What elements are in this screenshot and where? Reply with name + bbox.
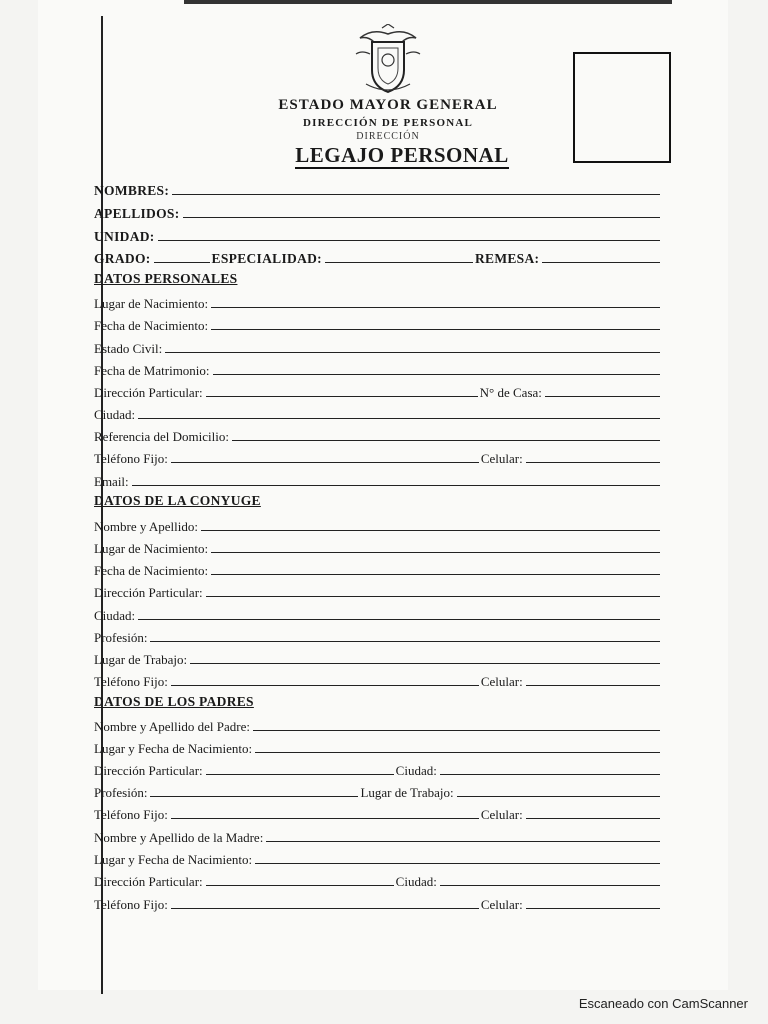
madre-direccion-line[interactable] (206, 885, 394, 886)
conyuge-profesion-line[interactable] (150, 641, 660, 642)
field-nombre-padre: Nombre y Apellido del Padre: (94, 715, 660, 735)
field-madre-direccion: Dirección Particular: Ciudad: (94, 870, 660, 890)
field-padre-profesion: Profesión: Lugar de Trabajo: (94, 781, 660, 801)
field-padre-direccion: Dirección Particular: Ciudad: (94, 759, 660, 779)
field-madre-telefono: Teléfono Fijo: Celular: (94, 893, 660, 913)
field-lugar-nacimiento: Lugar de Nacimiento: (94, 292, 660, 312)
padre-direccion-line[interactable] (206, 774, 394, 775)
direccion-line[interactable] (206, 396, 478, 397)
fecha-nacimiento-line[interactable] (211, 329, 660, 330)
lugar-nacimiento-line[interactable] (211, 307, 660, 308)
madre-telefono-line[interactable] (171, 908, 479, 909)
field-conyuge-nombre: Nombre y Apellido: (94, 515, 660, 535)
header-line1: ESTADO MAYOR GENERAL (278, 97, 498, 113)
header-line3: DIRECCIÓN (356, 131, 420, 142)
padre-telefono-line[interactable] (171, 818, 479, 819)
n-casa-line[interactable] (545, 396, 660, 397)
field-padre-telefono: Teléfono Fijo: Celular: (94, 803, 660, 823)
celular-line[interactable] (526, 462, 660, 463)
field-direccion: Dirección Particular: N° de Casa: (94, 381, 660, 401)
madre-celular-line[interactable] (526, 908, 660, 909)
scanner-watermark: Escaneado con CamScanner (578, 996, 748, 1011)
unidad-line[interactable] (158, 240, 660, 241)
field-conyuge-telefono: Teléfono Fijo: Celular: (94, 670, 660, 690)
ciudad-line[interactable] (138, 418, 660, 419)
field-madre-lugar-fecha: Lugar y Fecha de Nacimiento: (94, 848, 660, 868)
field-conyuge-ciudad: Ciudad: (94, 604, 660, 624)
padre-ciudad-line[interactable] (440, 774, 660, 775)
especialidad-line[interactable] (325, 262, 473, 263)
field-padre-lugar-fecha: Lugar y Fecha de Nacimiento: (94, 737, 660, 757)
nombres-line[interactable] (172, 194, 660, 195)
email-line[interactable] (132, 485, 660, 486)
field-nombre-madre: Nombre y Apellido de la Madre: (94, 826, 660, 846)
telefono-line[interactable] (171, 462, 479, 463)
estado-civil-line[interactable] (165, 352, 660, 353)
field-conyuge-profesion: Profesión: (94, 626, 660, 646)
field-unidad: UNIDAD: (94, 225, 660, 245)
conyuge-lugar-trabajo-line[interactable] (190, 663, 660, 664)
field-conyuge-direccion: Dirección Particular: (94, 581, 660, 601)
nombre-madre-line[interactable] (266, 841, 660, 842)
conyuge-direccion-line[interactable] (206, 596, 660, 597)
conyuge-celular-line[interactable] (526, 685, 660, 686)
field-grado: GRADO: ESPECIALIDAD: REMESA: (94, 247, 660, 267)
padre-lugar-fecha-line[interactable] (255, 752, 660, 753)
conyuge-ciudad-line[interactable] (138, 619, 660, 620)
padre-celular-line[interactable] (526, 818, 660, 819)
field-conyuge-fecha-nac: Fecha de Nacimiento: (94, 559, 660, 579)
conyuge-telefono-line[interactable] (171, 685, 479, 686)
section-datos-personales: DATOS PERSONALES (94, 271, 238, 286)
madre-lugar-fecha-line[interactable] (255, 863, 660, 864)
field-referencia: Referencia del Domicilio: (94, 425, 660, 445)
grado-line[interactable] (154, 262, 210, 263)
field-ciudad: Ciudad: (94, 403, 660, 423)
nombre-padre-line[interactable] (253, 730, 660, 731)
field-fecha-matrimonio: Fecha de Matrimonio: (94, 359, 660, 379)
field-conyuge-lugar-trabajo: Lugar de Trabajo: (94, 648, 660, 668)
field-telefono: Teléfono Fijo: Celular: (94, 447, 660, 467)
padre-profesion-line[interactable] (150, 796, 358, 797)
apellidos-line[interactable] (183, 217, 660, 218)
madre-ciudad-line[interactable] (440, 885, 660, 886)
field-email: Email: (94, 470, 660, 490)
field-estado-civil: Estado Civil: (94, 337, 660, 357)
field-conyuge-lugar-nac: Lugar de Nacimiento: (94, 537, 660, 557)
section-datos-conyuge: DATOS DE LA CONYUGE (94, 493, 261, 508)
header-line2: DIRECCIÓN DE PERSONAL (302, 117, 474, 129)
field-fecha-nacimiento: Fecha de Nacimiento: (94, 314, 660, 334)
page-title: LEGAJO PERSONAL (295, 143, 509, 167)
section-datos-padres: DATOS DE LOS PADRES (94, 694, 254, 709)
padre-lugar-trabajo-line[interactable] (457, 796, 660, 797)
referencia-line[interactable] (232, 440, 660, 441)
field-apellidos: APELLIDOS: (94, 202, 660, 222)
scan-edge (184, 0, 672, 4)
fecha-matrimonio-line[interactable] (213, 374, 660, 375)
remesa-line[interactable] (542, 262, 660, 263)
coat-of-arms-icon (352, 24, 424, 96)
field-nombres: NOMBRES: (94, 179, 660, 199)
conyuge-nombre-line[interactable] (201, 530, 660, 531)
conyuge-lugar-nac-line[interactable] (211, 552, 660, 553)
conyuge-fecha-nac-line[interactable] (211, 574, 660, 575)
